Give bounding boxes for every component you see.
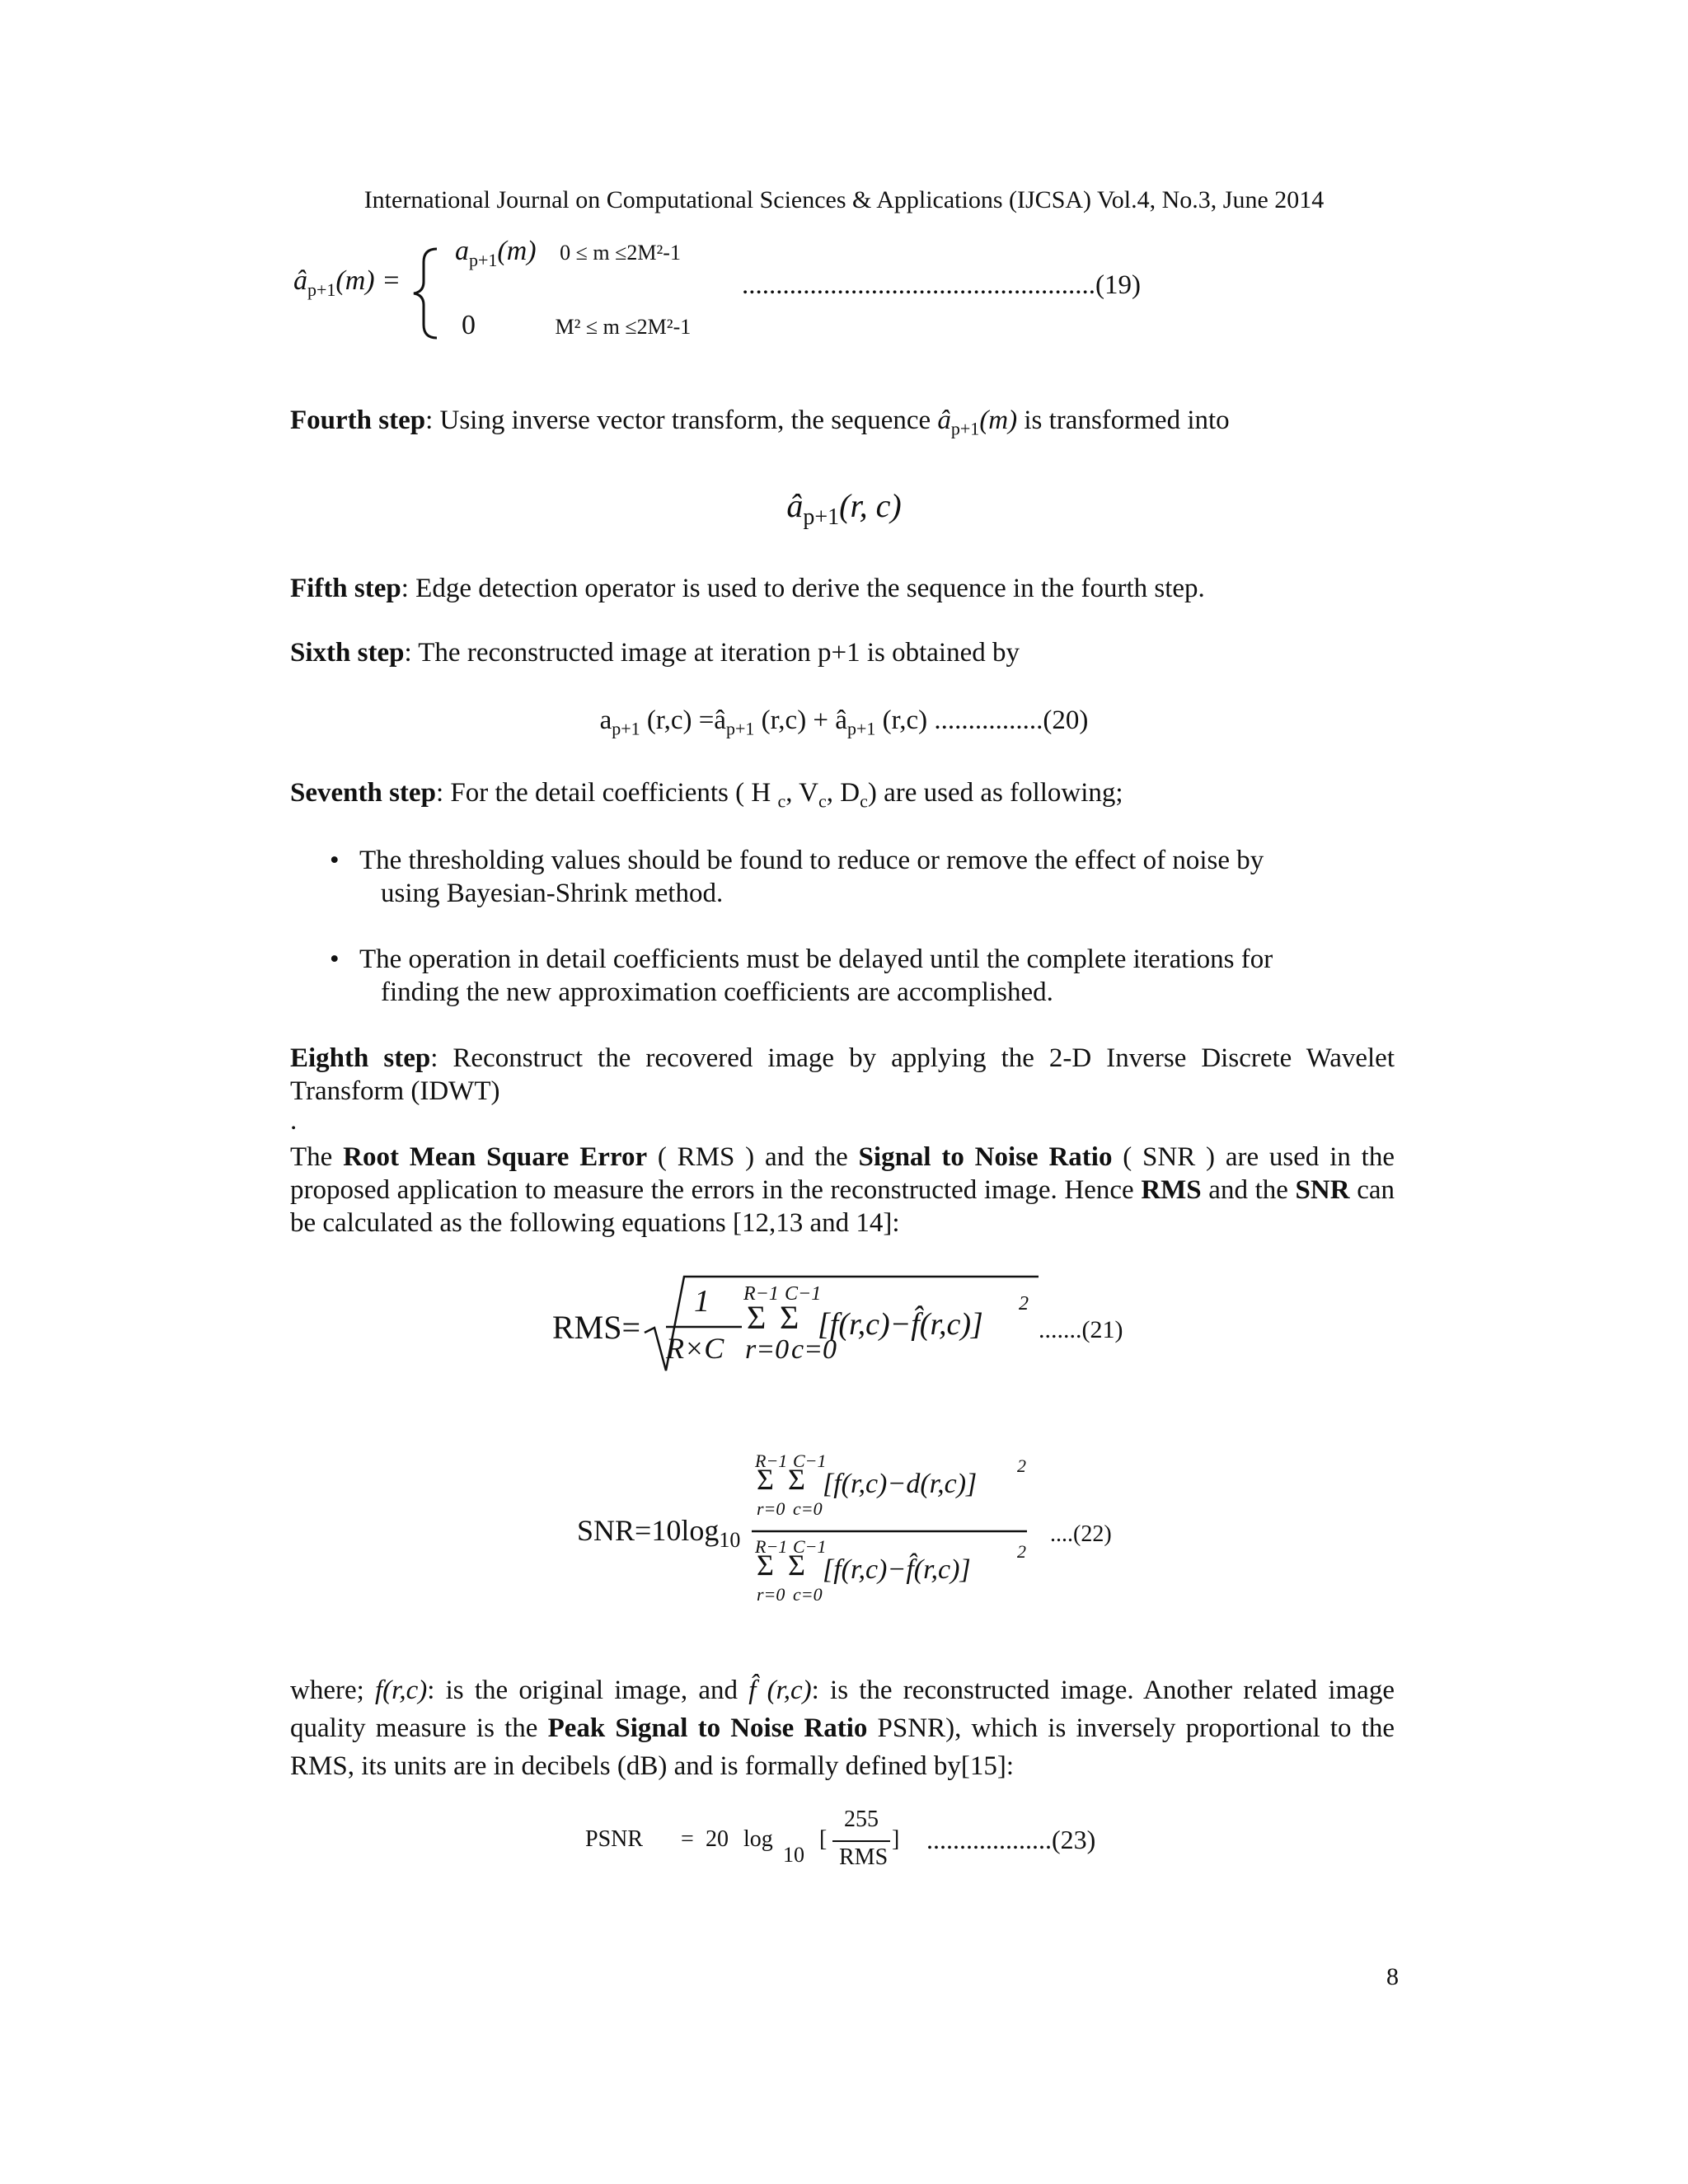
curly-brace (414, 249, 437, 338)
equation-23 (585, 1802, 1162, 1884)
den-sum1-lower: r=0 (757, 1584, 785, 1605)
rms-numerator: 1 (694, 1284, 710, 1319)
num-sigma-2: Σ (788, 1463, 805, 1496)
den-sum1-upper: R−1 (755, 1536, 788, 1557)
psnr-log-base: 10 (783, 1843, 804, 1867)
eq19-case2: 0 M² ≤ m ≤2M²-1 (462, 310, 692, 340)
num-power: 2 (1017, 1455, 1026, 1476)
eq21-tag: .......(21) (1039, 1316, 1123, 1343)
page-number: 8 (1386, 1963, 1399, 1990)
den-sum2-lower: c=0 (793, 1584, 823, 1605)
equation-19 (290, 236, 1395, 346)
bullet-item-2: • The operation in detail coefficients must be delayed until the complete iterations for finding the new approximation coefficients are accomplished. (330, 944, 1273, 1007)
snr-numerator-body: [f(r,c)−d(r,c)] (823, 1469, 978, 1499)
rms-lhs: RMS= (552, 1309, 641, 1346)
psnr-coef: 20 (706, 1826, 729, 1852)
eq22-tag: ....(22) (1050, 1521, 1112, 1547)
snr-denominator-body: [f(r,c)−f̂(r,c)] (823, 1554, 971, 1585)
step7-paragraph: Seventh step: For the detail coefficients ( H $_c$, $V_c$, $D_c$) are used as following; (290, 778, 1123, 812)
num-sigma-1: Σ (757, 1463, 774, 1496)
den-sum2-upper: C−1 (793, 1536, 827, 1557)
rms-body: [f(r,c)−f̂(r,c)] (818, 1307, 983, 1342)
sum2-upper: C−1 (785, 1283, 822, 1305)
num-sum2-lower: c=0 (793, 1498, 823, 1519)
den-sigma-2: Σ (788, 1549, 805, 1582)
step4-paragraph: Fourth step: Using inverse vector transform, the sequence $â_{p+1}(m)$ is transformed into (290, 405, 1230, 439)
num-sum1-upper: R−1 (755, 1451, 788, 1471)
den-sigma-1: Σ (757, 1549, 774, 1582)
psnr-equals: = (681, 1826, 694, 1852)
num-sum1-lower: r=0 (757, 1498, 785, 1519)
sigma-2: Σ (780, 1299, 799, 1336)
sigma-1: Σ (747, 1299, 767, 1336)
rms-power: 2 (1019, 1293, 1029, 1315)
eq19-tag: ....................................................(19) (742, 270, 1141, 300)
eq19-case1: $a_{p+1}(m) 0 \le m \le 2M^2-1$ (455, 236, 681, 270)
psnr-left-bracket: [ (819, 1826, 828, 1852)
snr-lhs: $SNR=10\log_{10}$ (577, 1514, 741, 1553)
where-paragraph: where; f(r,c): is the original image, and f̂ (r,c): is the reconstructed image. Another related image quality measure is the Peak Signal to Noise Ratio PSNR), which is inversely proportional to the RMS, its units are in decibels (dB) and is formally defined by[15]: (290, 1675, 1395, 1781)
step8-paragraph: Eighth step: Reconstruct the recovered image by applying the 2-D Inverse Discrete Wavelet Transform (IDWT) (290, 1043, 1395, 1106)
equation-22 (577, 1451, 1154, 1615)
psnr-lhs: PSNR (585, 1826, 644, 1852)
equation-21 (552, 1265, 1179, 1380)
rms-snr-paragraph: The Root Mean Square Error ( RMS ) and the Signal to Noise Ratio ( SNR ) are used in the proposed application to measure the errors in the reconstructed image. Hence RMS and the SNR can be calculated as the following equations [12,13 and 14]: (290, 1142, 1395, 1238)
psnr-right-bracket: ] (892, 1826, 900, 1852)
eq19-lhs: $â_{p+1}(m)$ = (293, 265, 401, 300)
bullet-item-1: • The thresholding values should be found to reduce or remove the effect of noise by using Bayesian-Shrink method. (330, 846, 1264, 908)
rms-denominator: R×C (666, 1332, 724, 1365)
stray-dot: . (290, 1106, 298, 1136)
equation-20: $a_{p+1}$ $(r,c) =â_{p+1}$ $(r,c) + â_{p+1}$ (r,c) ................(20) (599, 705, 1089, 739)
journal-header: International Journal on Computational Sciences & Applications (IJCSA) Vol.4, No.3, June 2014 (363, 186, 1325, 213)
bullet-dot: • (330, 846, 340, 875)
eq23-tag: ...................(23) (926, 1825, 1096, 1854)
psnr-denominator: RMS (839, 1844, 889, 1870)
num-sum2-upper: C−1 (793, 1451, 827, 1471)
sum2-lower: c=0 (791, 1334, 837, 1365)
bullet-dot: • (330, 944, 340, 974)
sum1-lower: r=0 (745, 1334, 790, 1365)
psnr-numerator: 255 (844, 1807, 879, 1832)
sum1-upper: R−1 (743, 1283, 779, 1305)
step6-paragraph: Sixth step: The reconstructed image at iteration p+1 is obtained by (290, 638, 1020, 668)
psnr-log: log (743, 1826, 773, 1852)
step5-paragraph: Fifth step: Edge detection operator is used to derive the sequence in the fourth step. (290, 574, 1205, 603)
den-power: 2 (1017, 1541, 1026, 1562)
step4-display-eq: $â_{p+1}(r$, c) (786, 487, 902, 530)
